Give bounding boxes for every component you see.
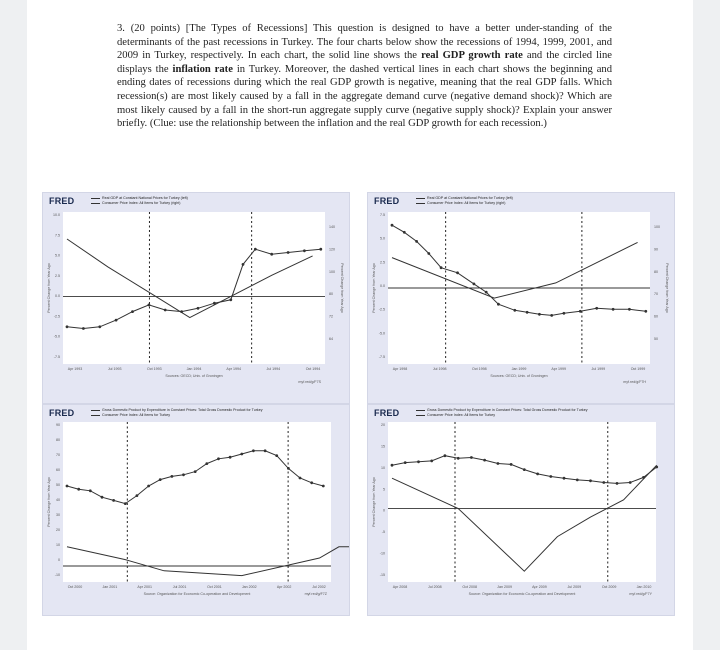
data-point [538,313,541,316]
plot-area [388,422,656,582]
bold-inflation-rate: inflation rate [172,63,233,75]
data-point [417,460,420,463]
y-tick-label-right: 140 [329,225,335,229]
data-point [264,449,267,452]
x-tick-label: Jan 2001 [102,585,118,589]
data-point [98,325,101,328]
y-tick-label: 0.0 [380,284,385,288]
y-tick-label: 20 [56,528,60,532]
data-point [612,308,615,311]
question-body-1: This question is designed to have a better under-standing of the determinants of the past recessions in Turkey. The four charts below show the recessions of 1994, 1999, 2001, and 2009 in Turkey, respectively. In each chart, the solid line shows the [117,23,612,62]
data-point [101,496,104,499]
legend-label: Consumer Price Index: All Items for Turkey (right) [102,201,181,205]
question-title: [The Types of Recessions] [185,23,308,34]
data-point [403,231,406,234]
y-tick-label-right: 80 [654,269,658,274]
x-tick-label: Jan 1994 [186,367,202,371]
question-number: 3. [117,23,125,34]
legend-label: Gross Domestic Product by Expenditure in Constant Prices: Total Gross Domestic Product for Turkey [102,408,263,412]
data-point [159,478,162,481]
x-tick-label: Jan 2010 [636,585,652,589]
y-tick-label: -5 [381,530,385,535]
data-point [563,312,566,315]
x-tick-label: Jan 2009 [497,585,512,589]
y-tick-label-right: 50 [654,337,658,341]
y-tick-label: -15 [379,573,385,577]
chart-1994-recession [42,192,350,404]
x-tick-label: Jul 2001 [172,585,187,589]
question-body-3: in Turkey. Moreover, the dashed vertical lines in each chart shows the beginning and ending dates of recessions during which the real GDP growth is negative, meaning that the real GDP falls. Which recession(s) are most likely caused by a fall in the aggregate demand curve (negative demand shock)? Which are most likely caused by a fall in the short-run aggregate supply curve (negative supply shock)? Explain your answer briefly. (Clue: use the relationship between the inflation and the real GDP growth for each recession.) [117,63,613,130]
data-point [66,325,69,328]
data-point [483,459,486,462]
y-tick-label: -7.5 [378,355,385,359]
data-point [287,467,290,470]
y-tick-label: -7.5 [53,355,60,359]
legend-label: Real GDP at Constant National Prices for Turkey (left) [427,196,513,200]
chart-svg [368,193,674,403]
y-tick-label-right: 64 [329,337,333,341]
x-tick-label: Jul 1993 [107,367,122,371]
y-axis-label: Percent Change from Year Ago [372,263,376,313]
data-point [213,302,216,305]
y-axis-label-right: Percent Change from Year Ago [340,263,344,313]
data-point [549,475,552,478]
y-tick-label-right: 90 [654,247,658,252]
y-axis-label: Percent Change from Year Ago [372,477,376,527]
data-point [595,307,598,310]
y-tick-label: -2.5 [53,314,60,319]
data-point [82,327,85,330]
data-point [299,477,302,480]
x-tick-label: Oct 2008 [462,585,478,589]
data-point [563,477,566,480]
x-tick-label: Apr 1998 [392,367,408,371]
fred-logo: FRED [374,196,400,206]
data-point [180,310,183,313]
question-points: (20 points) [130,23,180,34]
chart-svg [368,405,674,615]
y-tick-label-right: 70 [654,292,658,297]
y-tick-label: 90 [56,423,60,427]
data-point [628,308,631,311]
data-point [536,473,539,476]
y-tick-label: 0 [383,508,385,513]
x-tick-label: Jul 2009 [567,585,582,589]
question-body-2: and the circled line displays the [117,50,612,75]
data-point [89,489,92,492]
data-point [523,468,526,471]
data-point [629,481,632,484]
chart-2001-recession [42,404,350,616]
data-point [391,464,394,467]
data-point [124,502,127,505]
data-point [526,311,529,314]
data-point [148,304,151,307]
chart-source: Sources: OECD; Univ. of Groningen [165,374,223,378]
x-tick-label: Oct 2000 [67,585,83,589]
y-tick-label: 10 [381,465,385,470]
y-tick-label: -5.0 [53,334,60,339]
y-tick-label: -5.0 [378,331,385,336]
data-point [642,476,645,479]
data-point [240,453,243,456]
y-tick-label-right: 120 [329,247,335,252]
data-point [115,319,118,322]
data-point [655,466,658,469]
data-point [164,309,167,312]
y-tick-label: 30 [56,513,60,517]
data-point [322,485,325,488]
data-point [497,303,500,306]
y-axis-label-right: Percent Change from Year Ago [665,263,669,313]
data-point [66,485,69,488]
data-point [616,482,619,485]
legend-label: Consumer Price Index: All Items for Turkey [102,413,171,417]
data-point [576,479,579,482]
x-tick-label: Oct 1999 [630,367,646,371]
fred-logo: FRED [374,408,400,418]
data-point [430,460,433,463]
legend-label: Gross Domestic Product by Expenditure in Constant Prices: Total Gross Domestic Product for Turkey [427,408,588,412]
y-tick-label: -10 [54,573,60,577]
question-text [117,22,612,131]
data-point [550,314,553,317]
x-tick-label: Oct 1993 [147,367,162,371]
data-point [303,249,306,252]
data-point [205,462,208,465]
chart-credit: myf.red/g/F7H [623,380,646,384]
data-point [644,310,647,313]
x-tick-label: Jan 2002 [241,585,257,589]
y-tick-label: 60 [56,468,60,472]
chart-2009-recession [367,404,675,616]
bold-real-gdp-growth: real GDP growth rate [421,50,523,62]
data-point [194,470,197,473]
legend-label: Consumer Price Index: All Items for Turkey [427,413,496,417]
y-tick-label: 0.0 [55,294,60,299]
x-tick-label: Apr 2009 [532,585,547,589]
y-tick-label: 50 [56,483,60,487]
chart-source: Source: Organization for Economic Co-operation and Development [468,592,576,596]
data-point [473,283,476,286]
fred-logo: FRED [49,408,75,418]
x-tick-label: Jul 1998 [432,367,447,371]
chart-credit: myf.red/g/F7Z [304,592,327,596]
data-point [147,485,150,488]
data-point [456,271,459,274]
legend-label: Consumer Price Index: All Items for Turkey (right) [427,201,506,205]
x-tick-label: Apr 1993 [67,367,83,371]
chart-svg [43,405,349,615]
x-tick-label: Apr 2001 [137,585,153,589]
y-tick-label-right: 72 [329,314,333,319]
x-tick-label: Jul 2002 [312,585,326,589]
data-point [440,266,443,269]
data-point [513,309,516,312]
y-axis-label: Percent Change from Year Ago [47,263,51,313]
x-tick-label: Oct 2001 [207,585,222,589]
chart-source: Source: Organization for Economic Co-operation and Development [143,592,251,596]
data-point [391,224,394,227]
data-point [270,253,273,256]
y-tick-label: 0 [58,558,60,562]
x-tick-label: Jul 1994 [266,367,281,371]
y-tick-label: 80 [56,438,60,442]
y-tick-label: 5 [383,487,385,492]
fred-logo: FRED [49,196,75,206]
data-point [310,481,313,484]
chart-credit: myf.red/g/F7S [298,380,321,384]
y-tick-label: 15 [381,444,385,449]
data-point [415,240,418,243]
data-point [136,494,139,497]
data-point [485,291,488,294]
data-point [510,463,513,466]
data-point [579,310,582,313]
data-point [171,475,174,478]
y-tick-label: 20 [381,423,385,427]
data-point [319,248,322,251]
legend-label: Real GDP at Constant National Prices for Turkey (left) [102,196,188,200]
y-tick-label: 2.5 [55,273,60,278]
y-tick-label: 5.0 [55,253,60,258]
x-tick-label: Jul 2008 [428,585,442,589]
data-point [197,307,200,310]
x-tick-label: Apr 1994 [226,367,241,371]
data-point [229,456,232,459]
y-tick-label: 5.0 [380,236,385,241]
y-tick-label-right: 80 [329,292,333,297]
chart-svg [43,193,349,403]
y-tick-label: 7.5 [55,233,60,238]
x-tick-label: Oct 1998 [472,367,487,371]
y-tick-label: 7.5 [380,213,385,217]
y-tick-label: 40 [56,498,60,502]
data-point [112,499,115,502]
data-point [252,449,255,452]
y-tick-label: -2.5 [378,307,385,312]
data-point [589,479,592,482]
data-point [131,310,134,313]
data-point [470,456,473,459]
data-point [254,248,257,251]
x-tick-label: Jan 1999 [511,367,527,371]
data-point [182,473,185,476]
data-point [457,457,460,460]
data-point [602,481,605,484]
plot-area [63,212,325,364]
data-point [444,454,447,457]
x-tick-label: Apr 1999 [551,367,566,371]
y-tick-label: 70 [56,453,60,457]
x-tick-label: Oct 2009 [601,585,617,589]
y-tick-label-right: 100 [329,269,335,274]
y-axis-label: Percent Change from Year Ago [47,477,51,527]
data-point [404,461,407,464]
y-tick-label: 10.0 [53,213,60,217]
data-point [497,462,500,465]
chart-credit: myf.red/g/F7Y [629,592,652,596]
y-tick-label: 10 [56,543,60,547]
y-tick-label-right: 60 [654,314,658,319]
data-point [275,454,278,457]
x-tick-label: Jul 1999 [591,367,606,371]
data-point [287,251,290,254]
x-tick-label: Oct 1994 [305,367,321,371]
x-tick-label: Apr 2008 [392,585,408,589]
data-point [77,488,80,491]
chart-1999-recession [367,192,675,404]
plot-area [63,422,331,582]
data-point [242,263,245,266]
data-point [217,457,220,460]
data-point [427,252,430,255]
x-tick-label: Apr 2002 [276,585,292,589]
chart-source: Sources: OECD; Univ. of Groningen [490,374,548,378]
data-point [229,298,232,301]
y-tick-label: -10 [379,551,385,556]
y-tick-label: 2.5 [380,260,385,265]
y-tick-label-right: 100 [654,225,660,229]
